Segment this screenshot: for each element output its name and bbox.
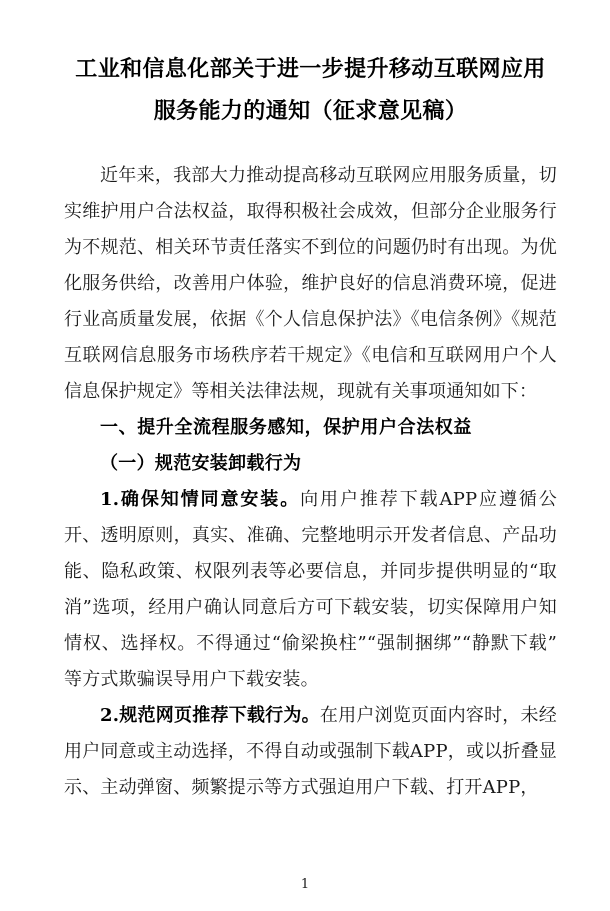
section-heading-level-2: （一）规范安装卸载行为: [100, 453, 302, 474]
numbered-item-2-text: 在用户浏览页面内容时，未经用户同意或主动选择，不得自动或强制下载APP，或以折叠显示、主动弹窗、频繁提示等方式强迫用户下载、打开APP，: [64, 705, 557, 798]
numbered-item-1-text: 向用户推荐下载APP应遵循公开、透明原则，真实、准确、完整地明示开发者信息、产品功能、隐私政策、权限列表等必要信息，并同步提供明显的“取消”选项，经用户确认同意后方可下载安装，切实保障用户知情权、选择权。不得通过“偷梁换柱”“强制捆绑”“静默下载”等方式欺骗误导用户下载安装。: [64, 489, 557, 690]
section-heading-level-1: 一、提升全流程服务感知，保护用户合法权益: [100, 417, 472, 438]
numbered-item-1: [64, 482, 557, 698]
document-title: [64, 48, 557, 132]
page-number: 1: [300, 877, 310, 892]
body-paragraph-intro: 近年来，我部大力推动提高移动互联网应用服务质量，切实维护用户合法权益，取得积极社会成效，但部分企业服务行为不规范、相关环节责任落实不到位的问题仍时有出现。为优化服务供给，改善用户体验，维护良好的信息消费环境，促进行业高质量发展，依据《个人信息保护法》《电信条例》《规范互联网信息服务市场秩序若干规定》《电信和互联网用户个人信息保护规定》等相关法律法规，现就有关事项通知如下：: [64, 165, 557, 402]
document-body: [64, 158, 557, 806]
numbered-item-1-lead: 1.确保知情同意安装。: [100, 489, 301, 510]
numbered-item-2-lead: 2.规范网页推荐下载行为。: [100, 705, 320, 726]
numbered-item-2: [64, 698, 557, 806]
document-title-line-2: 服务能力的通知（征求意见稿）: [153, 98, 468, 124]
document-title-line-1: 工业和信息化部关于进一步提升移动互联网应用: [75, 56, 546, 82]
